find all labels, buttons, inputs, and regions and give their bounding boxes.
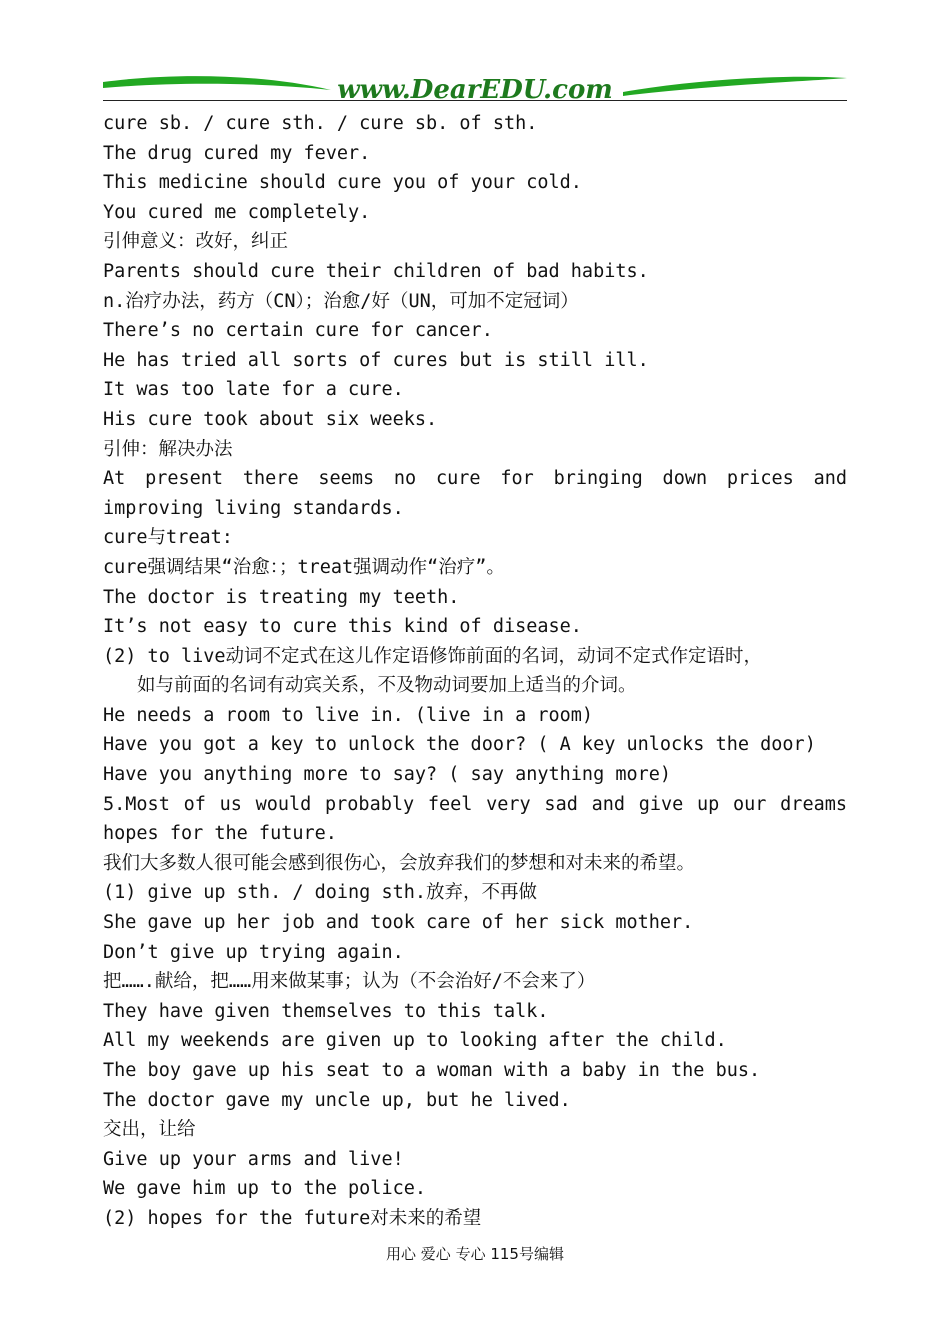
text-line: 5.Most of us would probably feel very sad and give up our dreams [103,793,847,815]
text-line: The drug cured my fever. [103,142,371,164]
text-line: We gave him up to the police. [103,1178,427,1200]
text-line: 如与前面的名词有动宾关系，不及物动词要加上适当的介词。 [137,675,637,697]
text-line: Parents should cure their children of bad habits. [103,260,649,282]
text-line: (2) to live动词不定式在这儿作定语修饰前面的名词，动词不定式作定语时， [103,645,763,667]
text-line: The doctor is treating my teeth. [103,586,460,608]
text-line: It’s not easy to cure this kind of disease. [103,616,582,638]
text-line: hopes for the future. [103,823,337,845]
text-line: It was too late for a cure. [103,379,404,401]
text-line: The boy gave up his seat to a woman with a baby in the bus. [103,1060,761,1081]
text-line: n.治疗办法，药方（CN）；治愈/好（UN，可加不定冠词） [103,290,579,312]
text-line: 引伸意义：改好，纠正 [103,231,289,253]
text-line: cure强调结果“治愈：；treat强调动作“治疗”。 [103,556,505,578]
text-line: 我们大多数人很可能会感到很伤心，会放弃我们的梦想和对未来的希望。 [103,852,696,874]
left-swoosh-graphic [103,76,331,90]
text-line: cure sb. / cure sth. / cure sb. of sth. [103,113,538,134]
text-line: All my weekends are given up to looking after the child. [103,1030,727,1052]
text-line: cure与treat: [103,527,233,549]
text-line: The doctor gave my uncle up, but he lived. [103,1089,571,1111]
document-body [103,109,847,1234]
text-line: At present there seems no cure for bringing down prices and [103,468,847,490]
text-line: You cured me completely. [103,201,371,223]
text-line: (2) hopes for the future对未来的希望 [103,1207,482,1229]
text-line: Give up your arms and live! [103,1148,404,1170]
text-line: 把…….献给，把……用来做某事；认为（不会治好/不会来了） [103,971,596,993]
logo-text: www.DearEDU.com [337,75,613,105]
text-line: He needs a room to live in. (live in a room) [103,704,594,726]
text-line: His cure took about six weeks. [103,408,438,430]
text-line: They have given themselves to this talk. [103,1000,549,1022]
text-line: He has tried all sorts of cures but is still ill. [103,349,649,371]
text-line: (1) give up sth. / doing sth.放弃，不再做 [103,882,538,904]
text-line: Don’t give up trying again. [103,941,404,963]
text-line: She gave up her job and took care of her sick mother. [103,912,694,934]
page-footer: 用心 爱心 专心 115号编辑 [386,1245,564,1263]
text-line: This medicine should cure you of your cold. [103,172,582,194]
header-rule [103,100,847,101]
text-line: improving living standards. [103,497,404,519]
text-line: 交出，让给 [103,1119,196,1141]
text-line: Have you anything more to say? ( say anything more) [103,764,672,786]
text-line: Have you got a key to unlock the door? ( A key unlocks the door) [103,734,816,756]
right-swoosh-graphic [623,77,847,96]
text-line: There’s no certain cure for cancer. [103,320,493,342]
text-line: 引伸：解决办法 [103,438,233,460]
